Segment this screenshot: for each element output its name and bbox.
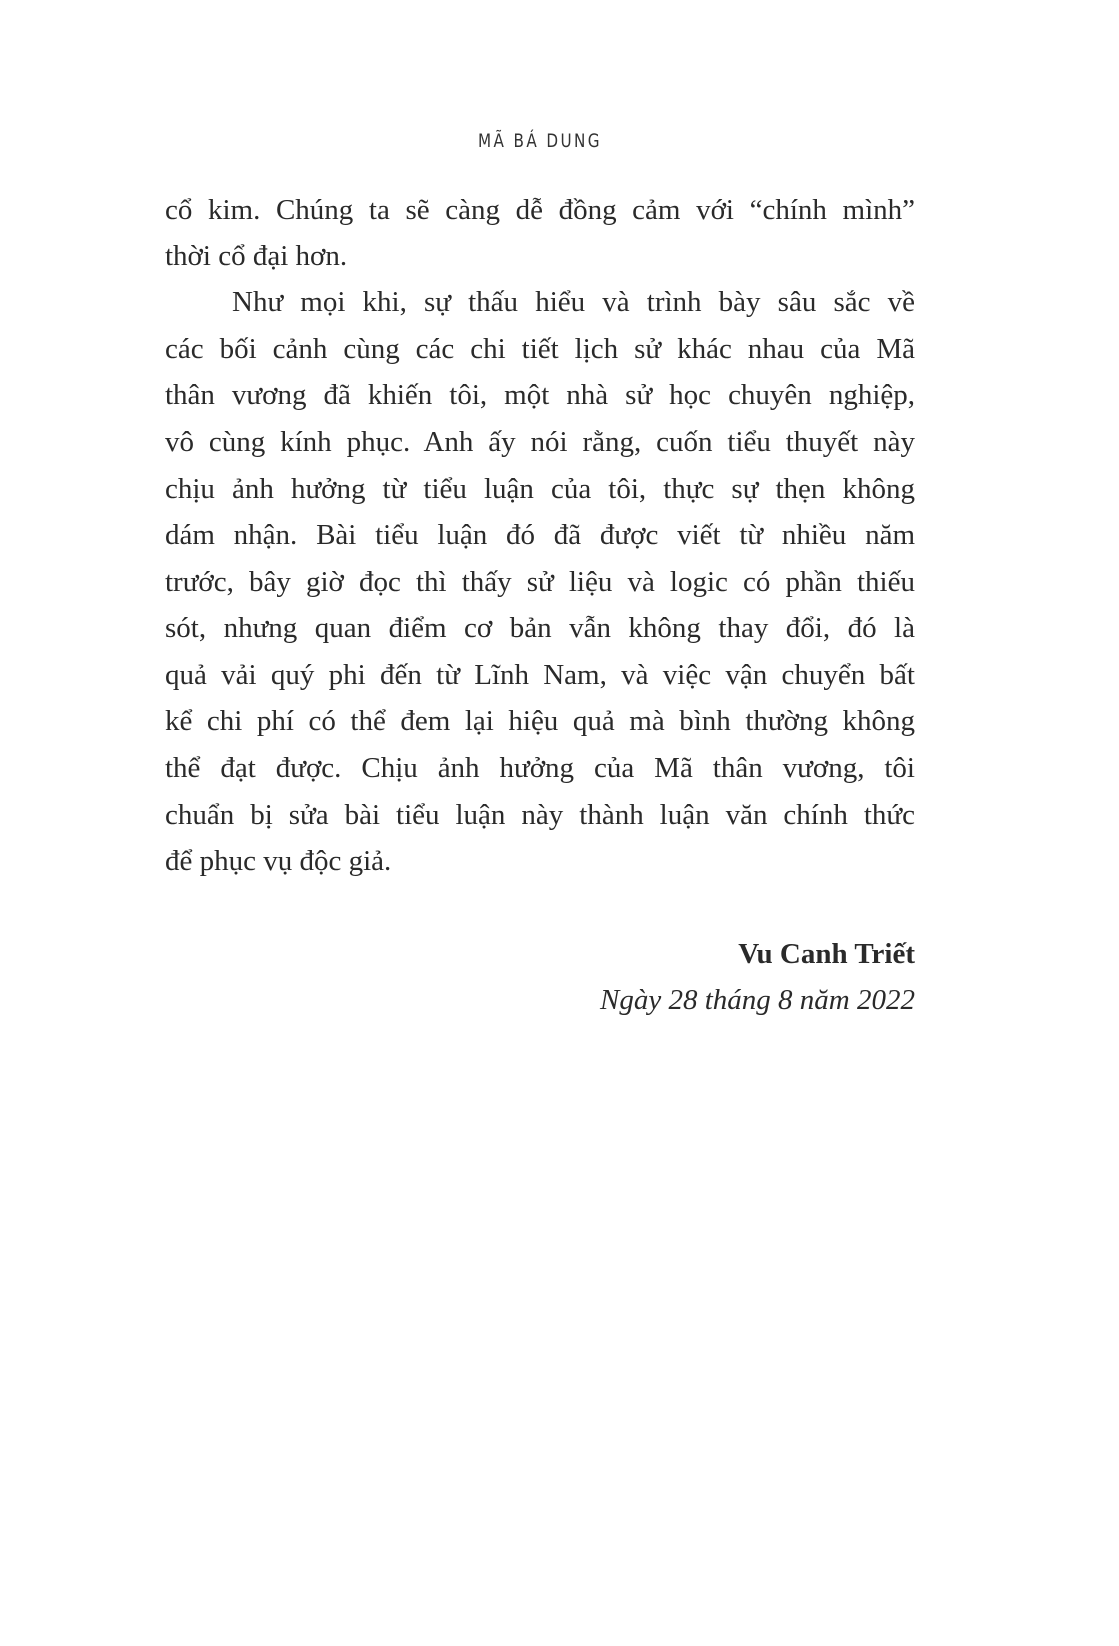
text-line: cổ kim. Chúng ta sẽ càng dễ đồng cảm với “chính mình” [165, 194, 915, 226]
text-line: thân vương đã khiến tôi, một nhà sử học chuyên nghiệp, [165, 379, 915, 411]
text-line: sót, nhưng quan điểm cơ bản vẫn không thay đổi, đó là [165, 612, 915, 644]
text-line: kể chi phí có thể đem lại hiệu quả mà bình thường không [165, 705, 915, 737]
text-line: dám nhận. Bài tiểu luận đó đã được viết từ nhiều năm [165, 519, 915, 551]
text-line: chịu ảnh hưởng từ tiểu luận của tôi, thực sự thẹn không [165, 473, 915, 505]
text-line: trước, bây giờ đọc thì thấy sử liệu và logic có phần thiếu [165, 566, 915, 598]
text-line: để phục vụ độc giả. [165, 845, 392, 877]
signature-author: Vu Canh Triết [738, 938, 915, 970]
signature-date: Ngày 28 tháng 8 năm 2022 [600, 984, 915, 1016]
text-line: các bối cảnh cùng các chi tiết lịch sử khác nhau của Mã [165, 333, 915, 365]
text-line: vô cùng kính phục. Anh ấy nói rằng, cuốn tiểu thuyết này [165, 426, 915, 458]
text-line: chuẩn bị sửa bài tiểu luận này thành luận văn chính thức [165, 799, 915, 831]
text-line: thể đạt được. Chịu ảnh hưởng của Mã thân vương, tôi [165, 752, 915, 784]
running-header: MÃ BÁ DUNG [478, 130, 602, 152]
text-line: Như mọi khi, sự thấu hiểu và trình bày sâu sắc về [232, 286, 915, 318]
text-line: quả vải quý phi đến từ Lĩnh Nam, và việc vận chuyển bất [165, 659, 915, 691]
text-line: thời cổ đại hơn. [165, 240, 348, 272]
